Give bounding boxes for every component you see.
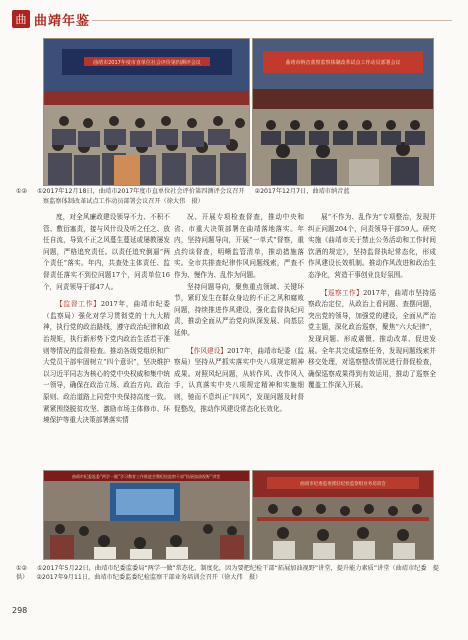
photo1-banner-text: 曲靖市2017年度市直单位社会评价第四测评会议 xyxy=(93,60,201,66)
book-title: 曲靖年鉴 xyxy=(34,13,91,29)
photo3-banner-text: 曲靖市纪委监委“两学一做”学习教育工作推进会暨纪检监察干部“拓展加油视野”讲堂 xyxy=(71,474,221,479)
top-caption-marker: ①② xyxy=(16,188,28,195)
supervision-text: 2017年，曲靖市纪委（监察局）强化对学习贯彻党的十九大精神，执行党的政治路线，遵守政治纪律和政治规矩，执行新形势下党内政治生活若干准则等情况的监督检查。推动各级党组织和广大党员干部牢固树立“四个意识”，坚决维护以习近平同志为核心的党中央权威和集中统一领导，确保在政治立场、政治方向、政治原则、政治道路上同党中央保持高度一致。紧紧围绕脱贫攻坚、激励市场主体修市、环境保护等重大决策部署落实情 xyxy=(43,300,170,425)
top-caption-line2 xyxy=(43,197,443,206)
text-column-2 xyxy=(174,212,304,512)
yearbook-logo: 曲 xyxy=(12,10,30,28)
col2-para-2: 坚持问题导向，聚焦重点领域、关键环节，紧盯发生在群众身边的不正之风和腐败问题，持续推进作风建设，强化监督执纪问责，推动全面从严治党向纵深发展、向基层延伸。 xyxy=(174,282,304,337)
bottom-caption-1: ①2017年5月22日，曲靖市纪委监委局“两学一做”常态化、制度化，因为要把纪检干部“拓展加油视野”讲堂，提升能力素质”讲堂（曲靖市纪委 提供） xyxy=(16,565,439,581)
text-column-3 xyxy=(308,212,436,512)
text-column-1 xyxy=(43,212,170,512)
photo-meeting-3 xyxy=(43,470,250,560)
photo-meeting-2 xyxy=(252,38,434,186)
bottom-caption xyxy=(16,564,456,582)
col1-para-1: 度，对全风廉政建设领导不力、不积不管、敷衍塞责，接与风什设及听之任之、放任自流，导致不正之风蔓生蔓延或屡教屡发问题，严格追究责任。以责任追究倒逼“两个责任”落实。年内，共查处主体责任、监督责任落实不到位问题17个，问责单位16个，问责领导干部47人。 xyxy=(43,213,170,291)
bottom-caption-marker: ①② xyxy=(16,565,28,572)
style-text: 2017年，曲靖市纪委（监察局）坚持从严抓实落实中央八项规定精神成果。对照风纪问题，从转作风、改作风入手，认真落实中央八项规定精神和实施细则，驰而不息纠正“四风”，发现问题及时督促整改，推动作风建设常态化长效化。 xyxy=(174,346,304,413)
col2-para-1: 况、开展专项检查督查，推动中央和省、市重大决策部署在曲靖落地落实。年内，坚持问题导向，开展“一单式”督察，重点约谈督查，明晰监管清单，推动措施落实。全市共排查纪律作风问题线索，严查不作为、慢作为、乱作为问题。 xyxy=(174,213,304,279)
col2-para-3 xyxy=(174,346,304,416)
photo-meeting-1 xyxy=(43,38,250,186)
supervision-heading: 【监督工作】 xyxy=(56,300,101,309)
header-rule xyxy=(92,20,452,21)
top-caption-2-cont: 察监察体制改革试点工作动员部署会议召开（徐大伟 摄） xyxy=(43,198,204,205)
col1-para-2 xyxy=(43,299,170,427)
col3-para-1: 展“不作为、乱作为”专项整治，发现并纠正问题204个，问责领导干部59人。研究实施《曲靖市关于禁止公务活动和工作时间饮酒的规定》，坚持监督执纪常态化，形成作风建设长效机制。推动作风改进和政治生态净化，营造干事创业良好氛围。 xyxy=(308,213,436,279)
style-heading: 【作风建设】 xyxy=(187,346,228,355)
top-caption-1: ①2017年12月18日，曲靖市2017年度市直单位社会评价第四测评会议召开 xyxy=(37,188,245,195)
photo-meeting-4 xyxy=(252,470,434,560)
bottom-caption-2: ②2017年9月11日，曲靖市纪委监委纪检监察干部业务培训会召开（徐大伟 摄） xyxy=(36,574,262,581)
top-caption-2: ②2017年12月7日，曲靖市纳音蓝 xyxy=(254,188,350,195)
photo2-banner-text: 曲靖市纳音蓝察监察体制改革试点工作动员部署会议 xyxy=(285,60,401,66)
photo4-banner-text: 曲靖市纪委监委派驻纪检监察组业务培训会 xyxy=(300,482,386,487)
col3-para-2 xyxy=(308,288,436,392)
inspection-heading: 【巡察工作】 xyxy=(321,288,364,297)
inspection-text: 2017年，曲靖市坚持巡察政治定位，从政治上看问题、查摆问题，突出党的领导，加强党的建设，全面从严治党主题，深化政治巡察，聚焦“六大纪律”，发现问题、形成震慑、推动改革、促进发展。全年共完成巡察任务，发现问题线索并移交处理，对巡察整改情况进行督促检查，确保巡察成果得到有效运用，推动了巡察全覆盖工作深入开展。 xyxy=(308,288,436,390)
top-caption xyxy=(16,187,460,196)
page-number: 298 xyxy=(12,606,28,615)
